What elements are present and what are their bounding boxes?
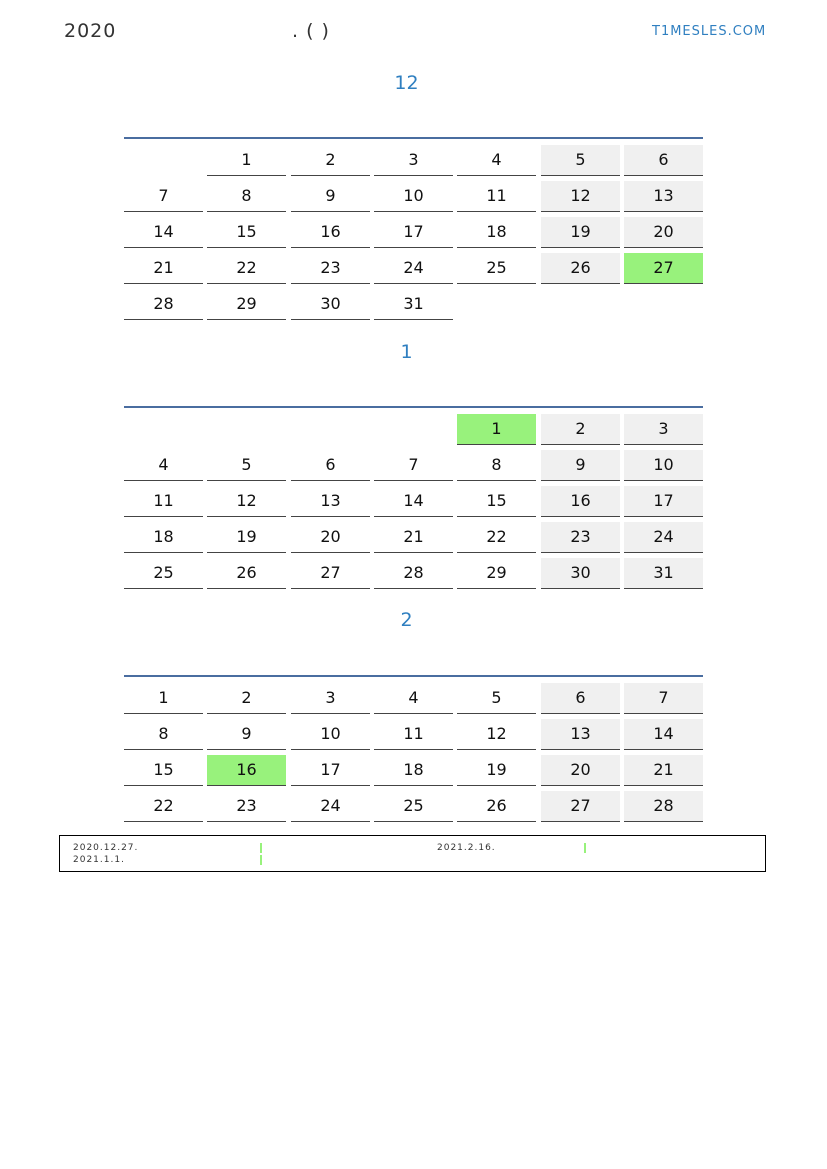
day-cell[interactable]: 28 (374, 558, 453, 589)
day-cell[interactable]: 14 (624, 719, 703, 750)
legend-item: 2021.1.1. (73, 855, 125, 865)
day-cell[interactable]: 15 (124, 755, 203, 786)
day-cell[interactable]: 16 (291, 217, 370, 248)
day-cell[interactable]: 26 (207, 558, 286, 589)
day-cell[interactable]: 1 (457, 414, 536, 445)
day-cell[interactable]: 21 (124, 253, 203, 284)
day-cell[interactable]: 9 (541, 450, 620, 481)
day-cell[interactable]: 10 (624, 450, 703, 481)
day-cell[interactable]: 25 (374, 791, 453, 822)
day-cell[interactable]: 15 (207, 217, 286, 248)
day-cell[interactable]: 2 (291, 145, 370, 176)
day-cell[interactable]: 13 (624, 181, 703, 212)
day-cell[interactable]: 4 (374, 683, 453, 714)
month-title-february: 2 (400, 609, 413, 631)
day-cell[interactable]: 23 (541, 522, 620, 553)
day-cell[interactable]: 28 (624, 791, 703, 822)
day-cell[interactable]: 21 (374, 522, 453, 553)
week-row (124, 289, 703, 321)
day-cell[interactable]: 22 (124, 791, 203, 822)
day-cell[interactable]: 24 (374, 253, 453, 284)
day-cell[interactable]: 4 (457, 145, 536, 176)
day-cell[interactable]: 26 (457, 791, 536, 822)
day-cell[interactable]: 2 (207, 683, 286, 714)
week-row (124, 450, 703, 482)
day-cell[interactable]: 3 (374, 145, 453, 176)
day-cell[interactable]: 13 (291, 486, 370, 517)
day-cell[interactable]: 17 (374, 217, 453, 248)
legend-box (59, 835, 766, 872)
day-cell[interactable]: 11 (457, 181, 536, 212)
week-row (124, 522, 703, 554)
day-cell[interactable]: 22 (207, 253, 286, 284)
day-cell[interactable]: 11 (124, 486, 203, 517)
day-cell[interactable]: 6 (291, 450, 370, 481)
day-cell[interactable]: 24 (624, 522, 703, 553)
day-cell[interactable]: 5 (541, 145, 620, 176)
day-cell[interactable]: 8 (124, 719, 203, 750)
day-cell[interactable]: 25 (124, 558, 203, 589)
week-row (124, 719, 703, 751)
day-cell[interactable]: 17 (291, 755, 370, 786)
month-grid-december (124, 137, 703, 313)
week-row (124, 217, 703, 249)
day-cell[interactable]: 30 (541, 558, 620, 589)
day-cell[interactable]: 10 (291, 719, 370, 750)
day-cell[interactable]: 1 (124, 683, 203, 714)
legend-item: 2021.2.16. (437, 843, 496, 853)
day-cell[interactable]: 27 (624, 253, 703, 284)
week-row (124, 414, 703, 446)
day-cell[interactable]: 21 (624, 755, 703, 786)
day-cell[interactable]: 1 (207, 145, 286, 176)
day-cell[interactable]: 25 (457, 253, 536, 284)
day-cell[interactable]: 8 (207, 181, 286, 212)
day-cell[interactable]: 7 (374, 450, 453, 481)
day-cell[interactable]: 9 (291, 181, 370, 212)
day-cell[interactable]: 18 (457, 217, 536, 248)
day-cell[interactable]: 18 (374, 755, 453, 786)
day-cell[interactable]: 24 (291, 791, 370, 822)
day-cell[interactable]: 18 (124, 522, 203, 553)
day-cell[interactable]: 2 (541, 414, 620, 445)
legend-highlight-marker (260, 843, 262, 853)
day-cell[interactable]: 19 (457, 755, 536, 786)
day-cell[interactable]: 12 (541, 181, 620, 212)
week-row (124, 486, 703, 518)
day-cell[interactable]: 13 (541, 719, 620, 750)
week-row (124, 181, 703, 213)
day-cell[interactable]: 14 (124, 217, 203, 248)
day-cell[interactable]: 3 (291, 683, 370, 714)
day-cell[interactable]: 7 (124, 181, 203, 212)
day-cell[interactable]: 3 (624, 414, 703, 445)
week-row (124, 791, 703, 823)
day-cell[interactable]: 11 (374, 719, 453, 750)
day-cell[interactable]: 10 (374, 181, 453, 212)
day-cell[interactable]: 28 (124, 289, 203, 320)
day-cell[interactable]: 19 (207, 522, 286, 553)
month-grid-january (124, 406, 703, 582)
day-cell[interactable]: 20 (541, 755, 620, 786)
header-year: 2020 (64, 20, 117, 42)
day-cell[interactable]: 16 (541, 486, 620, 517)
week-row (124, 683, 703, 715)
day-cell[interactable]: 19 (541, 217, 620, 248)
day-cell[interactable]: 27 (541, 791, 620, 822)
header-title: . ( ) (292, 20, 329, 42)
day-cell[interactable]: 6 (541, 683, 620, 714)
day-cell[interactable]: 15 (457, 486, 536, 517)
week-row (124, 755, 703, 787)
day-cell[interactable]: 23 (207, 791, 286, 822)
week-row (124, 253, 703, 285)
day-cell[interactable]: 30 (291, 289, 370, 320)
day-cell[interactable]: 8 (457, 450, 536, 481)
day-cell[interactable]: 31 (374, 289, 453, 320)
day-cell[interactable]: 20 (624, 217, 703, 248)
day-cell[interactable]: 22 (457, 522, 536, 553)
day-cell[interactable]: 31 (624, 558, 703, 589)
day-cell[interactable]: 9 (207, 719, 286, 750)
day-cell[interactable]: 27 (291, 558, 370, 589)
month-grid-february (124, 675, 703, 815)
day-cell[interactable]: 29 (207, 289, 286, 320)
day-cell[interactable]: 16 (207, 755, 286, 786)
day-cell[interactable]: 20 (291, 522, 370, 553)
day-cell[interactable]: 12 (457, 719, 536, 750)
day-cell[interactable]: 7 (624, 683, 703, 714)
legend-highlight-marker (584, 843, 586, 853)
week-row (124, 145, 703, 177)
day-cell[interactable]: 29 (457, 558, 536, 589)
site-link[interactable]: T1MESLES.COM (652, 24, 767, 39)
day-cell[interactable]: 14 (374, 486, 453, 517)
month-title-january: 1 (400, 341, 413, 363)
legend-item: 2020.12.27. (73, 843, 139, 853)
day-cell[interactable]: 12 (207, 486, 286, 517)
day-cell[interactable]: 5 (207, 450, 286, 481)
month-title-december: 12 (394, 72, 419, 94)
day-cell[interactable]: 5 (457, 683, 536, 714)
day-cell[interactable]: 6 (624, 145, 703, 176)
week-row (124, 558, 703, 590)
day-cell[interactable]: 26 (541, 253, 620, 284)
day-cell[interactable]: 23 (291, 253, 370, 284)
day-cell[interactable]: 4 (124, 450, 203, 481)
day-cell[interactable]: 17 (624, 486, 703, 517)
legend-highlight-marker (260, 855, 262, 865)
